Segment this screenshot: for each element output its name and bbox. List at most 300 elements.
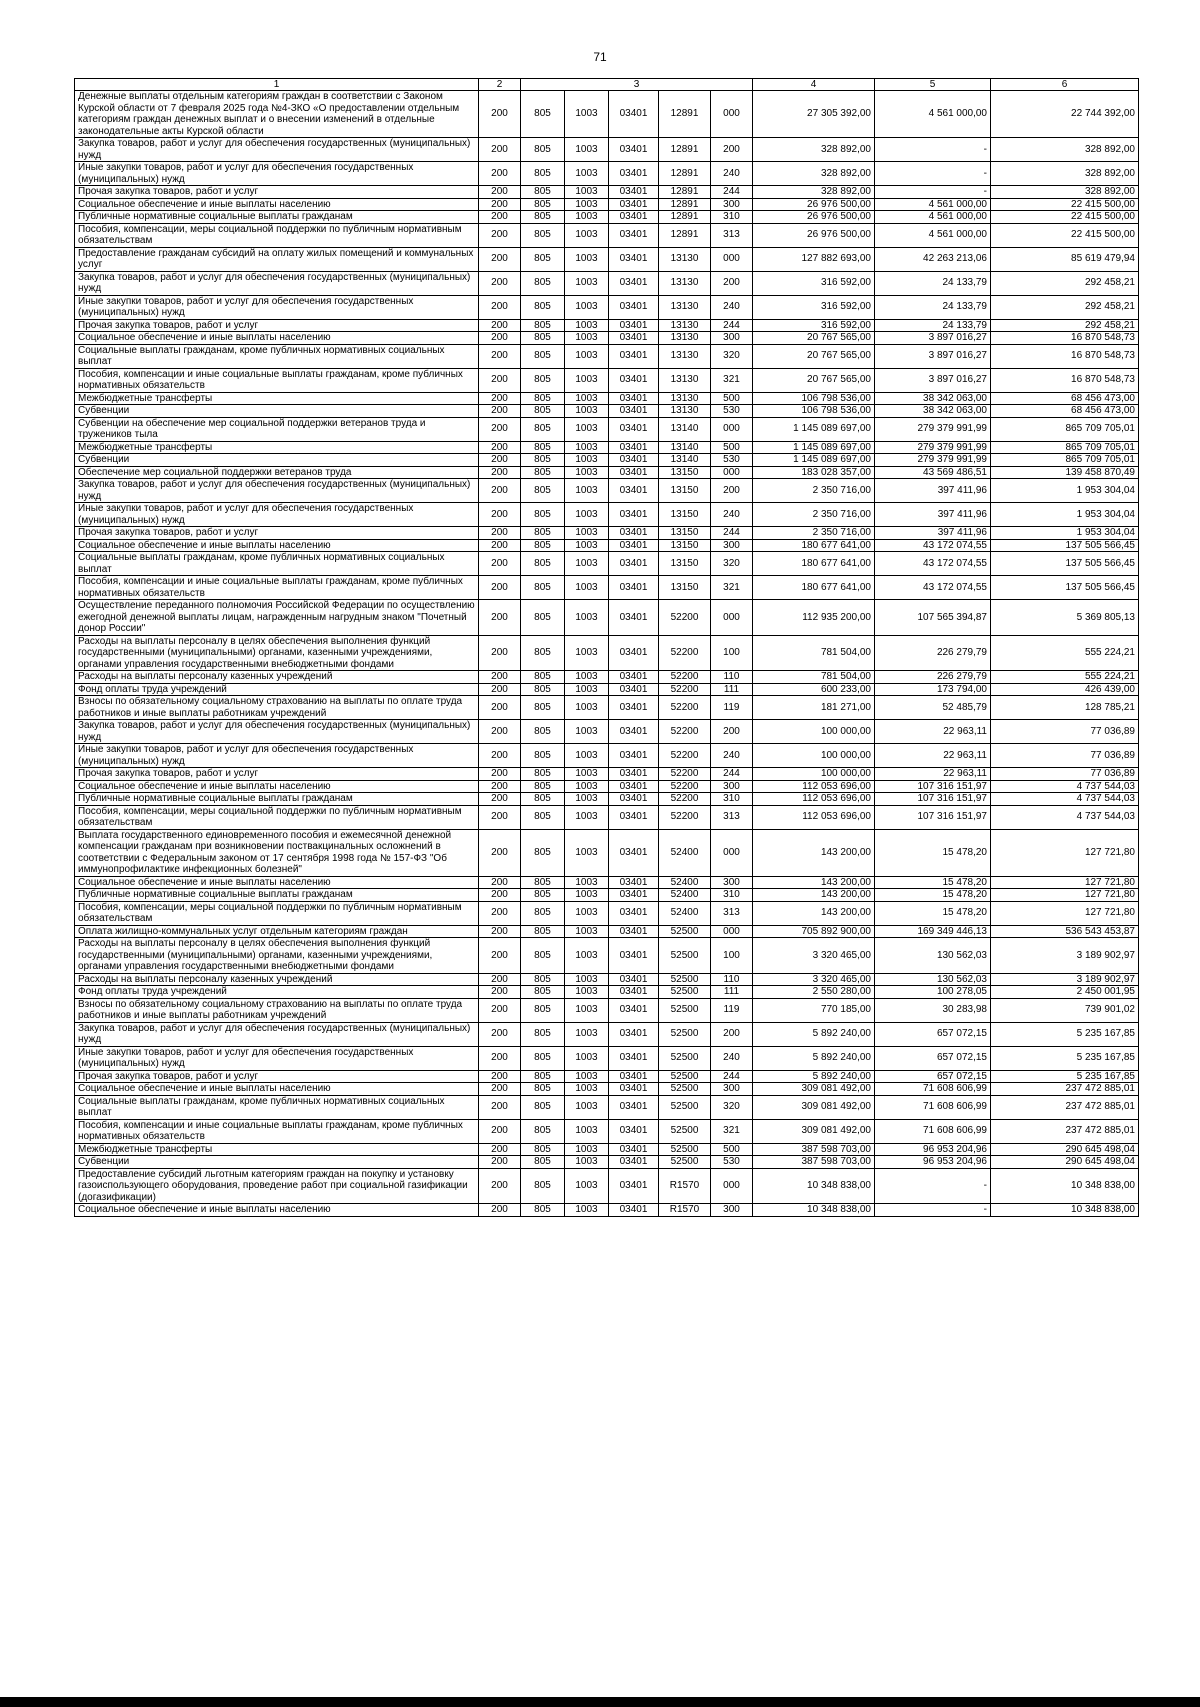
code-program: 03401 — [609, 198, 659, 211]
code-subsection: 1003 — [565, 696, 609, 720]
header-col-3: 3 — [521, 79, 753, 91]
code-section: 805 — [521, 805, 565, 829]
amount-remaining: 237 472 885,01 — [991, 1095, 1139, 1119]
row-name: Денежные выплаты отдельным категориям граждан в соответствии с Законом Курской области от 7 февраля 2025 года №4-ЗКО «О предоставлении отдельным категориям граждан денежных выплат и о внесении изменений в отдельные законодательные акты Курской области — [75, 91, 479, 138]
code-expense-type: 320 — [711, 552, 753, 576]
amount-remaining: 137 505 566,45 — [991, 576, 1139, 600]
code-subsection: 1003 — [565, 503, 609, 527]
code-admin: 200 — [479, 466, 521, 479]
code-direction: 52500 — [659, 1156, 711, 1169]
code-expense-type: 244 — [711, 527, 753, 540]
code-section: 805 — [521, 901, 565, 925]
amount-plan: 2 350 716,00 — [753, 503, 875, 527]
code-direction: 13150 — [659, 503, 711, 527]
code-expense-type: 000 — [711, 247, 753, 271]
amount-executed: - — [875, 162, 991, 186]
amount-executed: 3 897 016,27 — [875, 344, 991, 368]
amount-remaining: 4 737 544,03 — [991, 793, 1139, 806]
code-expense-type: 244 — [711, 186, 753, 199]
amount-remaining: 68 456 473,00 — [991, 392, 1139, 405]
code-section: 805 — [521, 889, 565, 902]
code-expense-type: 244 — [711, 768, 753, 781]
code-direction: 52500 — [659, 1046, 711, 1070]
amount-plan: 10 348 838,00 — [753, 1204, 875, 1217]
amount-executed: 130 562,03 — [875, 973, 991, 986]
code-subsection: 1003 — [565, 720, 609, 744]
amount-plan: 1 145 089 697,00 — [753, 441, 875, 454]
amount-executed: 24 133,79 — [875, 295, 991, 319]
code-direction: 52200 — [659, 744, 711, 768]
code-direction: 52500 — [659, 1143, 711, 1156]
code-admin: 200 — [479, 600, 521, 636]
amount-executed: 52 485,79 — [875, 696, 991, 720]
code-direction: 52500 — [659, 1070, 711, 1083]
row-name: Закупка товаров, работ и услуг для обеспечения государственных (муниципальных) нужд — [75, 1022, 479, 1046]
table-row — [75, 211, 1139, 224]
code-section: 805 — [521, 368, 565, 392]
code-admin: 200 — [479, 635, 521, 671]
code-program: 03401 — [609, 1083, 659, 1096]
code-direction: 13130 — [659, 319, 711, 332]
amount-executed: 3 897 016,27 — [875, 332, 991, 345]
amount-remaining: 1 953 304,04 — [991, 527, 1139, 540]
table-row — [75, 454, 1139, 467]
table-row — [75, 186, 1139, 199]
code-admin: 200 — [479, 1046, 521, 1070]
amount-executed: 226 279,79 — [875, 671, 991, 684]
code-admin: 200 — [479, 186, 521, 199]
code-section: 805 — [521, 295, 565, 319]
amount-plan: 26 976 500,00 — [753, 223, 875, 247]
table-row — [75, 793, 1139, 806]
amount-remaining: 4 737 544,03 — [991, 780, 1139, 793]
code-direction: 52200 — [659, 696, 711, 720]
amount-plan: 100 000,00 — [753, 768, 875, 781]
table-row — [75, 295, 1139, 319]
amount-executed: - — [875, 1204, 991, 1217]
code-expense-type: 321 — [711, 368, 753, 392]
code-subsection: 1003 — [565, 635, 609, 671]
code-program: 03401 — [609, 901, 659, 925]
table-row — [75, 1143, 1139, 1156]
code-admin: 200 — [479, 138, 521, 162]
row-name: Взносы по обязательному социальному страхованию на выплаты по оплате труда работников и иные выплаты работникам учреждений — [75, 696, 479, 720]
code-expense-type: 110 — [711, 973, 753, 986]
code-admin: 200 — [479, 1070, 521, 1083]
code-program: 03401 — [609, 319, 659, 332]
table-row — [75, 938, 1139, 974]
code-admin: 200 — [479, 1095, 521, 1119]
code-section: 805 — [521, 479, 565, 503]
table-row — [75, 1046, 1139, 1070]
table-row — [75, 768, 1139, 781]
code-subsection: 1003 — [565, 162, 609, 186]
code-direction: 52200 — [659, 683, 711, 696]
amount-plan: 180 677 641,00 — [753, 552, 875, 576]
row-name: Выплата государственного единовременного пособия и ежемесячной денежной компенсации гражданам при возникновении поствакцинальных осложнений в соответствии с Федеральным законом от 17 сентября 1998 года № 157-ФЗ "Об иммунопрофилактике инфекционных болезней" — [75, 829, 479, 876]
code-expense-type: 200 — [711, 720, 753, 744]
row-name: Осуществление переданного полномочия Российской Федерации по осуществлению ежегодной денежной выплаты лицам, награжденным нагрудным знаком "Почетный донор России" — [75, 600, 479, 636]
amount-remaining: 5 369 805,13 — [991, 600, 1139, 636]
amount-plan: 387 598 703,00 — [753, 1143, 875, 1156]
code-direction: 13130 — [659, 392, 711, 405]
code-subsection: 1003 — [565, 1046, 609, 1070]
code-direction: 52200 — [659, 780, 711, 793]
code-subsection: 1003 — [565, 392, 609, 405]
code-section: 805 — [521, 552, 565, 576]
row-name: Закупка товаров, работ и услуг для обеспечения государственных (муниципальных) нужд — [75, 720, 479, 744]
code-subsection: 1003 — [565, 1070, 609, 1083]
code-section: 805 — [521, 1119, 565, 1143]
code-subsection: 1003 — [565, 186, 609, 199]
code-admin: 200 — [479, 91, 521, 138]
code-direction: 13140 — [659, 454, 711, 467]
row-name: Предоставление гражданам субсидий на оплату жилых помещений и коммунальных услуг — [75, 247, 479, 271]
code-section: 805 — [521, 1070, 565, 1083]
code-subsection: 1003 — [565, 454, 609, 467]
amount-remaining: 77 036,89 — [991, 744, 1139, 768]
code-admin: 200 — [479, 744, 521, 768]
code-expense-type: 000 — [711, 466, 753, 479]
code-direction: 52500 — [659, 1022, 711, 1046]
code-program: 03401 — [609, 1143, 659, 1156]
code-subsection: 1003 — [565, 1095, 609, 1119]
code-subsection: 1003 — [565, 780, 609, 793]
code-expense-type: 313 — [711, 805, 753, 829]
code-subsection: 1003 — [565, 998, 609, 1022]
code-expense-type: 500 — [711, 392, 753, 405]
amount-remaining: 22 744 392,00 — [991, 91, 1139, 138]
code-expense-type: 119 — [711, 696, 753, 720]
code-admin: 200 — [479, 973, 521, 986]
code-expense-type: 300 — [711, 1204, 753, 1217]
code-section: 805 — [521, 1204, 565, 1217]
amount-remaining: 2 450 001,95 — [991, 986, 1139, 999]
amount-executed: 24 133,79 — [875, 319, 991, 332]
code-program: 03401 — [609, 986, 659, 999]
code-subsection: 1003 — [565, 295, 609, 319]
amount-remaining: 127 721,80 — [991, 901, 1139, 925]
code-admin: 200 — [479, 925, 521, 938]
code-admin: 200 — [479, 552, 521, 576]
code-admin: 200 — [479, 319, 521, 332]
code-section: 805 — [521, 138, 565, 162]
amount-executed: 71 608 606,99 — [875, 1083, 991, 1096]
code-section: 805 — [521, 1095, 565, 1119]
amount-plan: 770 185,00 — [753, 998, 875, 1022]
table-row — [75, 344, 1139, 368]
code-program: 03401 — [609, 138, 659, 162]
code-subsection: 1003 — [565, 138, 609, 162]
row-name: Публичные нормативные социальные выплаты гражданам — [75, 889, 479, 902]
code-program: 03401 — [609, 805, 659, 829]
header-col-4: 4 — [753, 79, 875, 91]
table-row — [75, 247, 1139, 271]
row-name: Прочая закупка товаров, работ и услуг — [75, 527, 479, 540]
code-section: 805 — [521, 744, 565, 768]
amount-remaining: 739 901,02 — [991, 998, 1139, 1022]
code-expense-type: 300 — [711, 198, 753, 211]
table-row — [75, 889, 1139, 902]
row-name: Закупка товаров, работ и услуг для обеспечения государственных (муниципальных) нужд — [75, 138, 479, 162]
code-admin: 200 — [479, 1156, 521, 1169]
code-section: 805 — [521, 466, 565, 479]
code-section: 805 — [521, 768, 565, 781]
amount-plan: 1 145 089 697,00 — [753, 417, 875, 441]
amount-plan: 181 271,00 — [753, 696, 875, 720]
code-program: 03401 — [609, 768, 659, 781]
amount-remaining: 127 721,80 — [991, 876, 1139, 889]
amount-executed: - — [875, 1168, 991, 1204]
amount-plan: 316 592,00 — [753, 319, 875, 332]
table-row — [75, 1083, 1139, 1096]
header-col-1: 1 — [75, 79, 479, 91]
code-admin: 200 — [479, 454, 521, 467]
amount-executed: 397 411,96 — [875, 503, 991, 527]
code-admin: 200 — [479, 271, 521, 295]
amount-plan: 143 200,00 — [753, 829, 875, 876]
code-program: 03401 — [609, 1046, 659, 1070]
code-program: 03401 — [609, 925, 659, 938]
code-direction: 52200 — [659, 768, 711, 781]
code-program: 03401 — [609, 344, 659, 368]
code-program: 03401 — [609, 635, 659, 671]
code-direction: 52500 — [659, 998, 711, 1022]
code-section: 805 — [521, 671, 565, 684]
code-subsection: 1003 — [565, 332, 609, 345]
row-name: Социальное обеспечение и иные выплаты населению — [75, 780, 479, 793]
amount-plan: 600 233,00 — [753, 683, 875, 696]
table-row — [75, 405, 1139, 418]
row-name: Обеспечение мер социальной поддержки ветеранов труда — [75, 466, 479, 479]
code-expense-type: 321 — [711, 576, 753, 600]
code-subsection: 1003 — [565, 768, 609, 781]
amount-plan: 112 053 696,00 — [753, 780, 875, 793]
code-direction: 52400 — [659, 901, 711, 925]
table-row — [75, 91, 1139, 138]
amount-plan: 705 892 900,00 — [753, 925, 875, 938]
code-admin: 200 — [479, 1143, 521, 1156]
code-expense-type: 200 — [711, 271, 753, 295]
table-row — [75, 998, 1139, 1022]
row-name: Межбюджетные трансферты — [75, 441, 479, 454]
code-program: 03401 — [609, 466, 659, 479]
amount-executed: 4 561 000,00 — [875, 198, 991, 211]
code-expense-type: 000 — [711, 1168, 753, 1204]
code-subsection: 1003 — [565, 527, 609, 540]
code-admin: 200 — [479, 405, 521, 418]
code-subsection: 1003 — [565, 925, 609, 938]
amount-remaining: 536 543 453,87 — [991, 925, 1139, 938]
amount-remaining: 290 645 498,04 — [991, 1156, 1139, 1169]
code-admin: 200 — [479, 332, 521, 345]
code-expense-type: 500 — [711, 441, 753, 454]
header-col-5: 5 — [875, 79, 991, 91]
amount-remaining: 426 439,00 — [991, 683, 1139, 696]
amount-remaining: 22 415 500,00 — [991, 211, 1139, 224]
code-admin: 200 — [479, 295, 521, 319]
code-section: 805 — [521, 973, 565, 986]
table-row — [75, 1095, 1139, 1119]
table-row — [75, 805, 1139, 829]
code-direction: 13130 — [659, 332, 711, 345]
amount-remaining: 137 505 566,45 — [991, 552, 1139, 576]
amount-plan: 3 320 465,00 — [753, 938, 875, 974]
code-program: 03401 — [609, 671, 659, 684]
code-program: 03401 — [609, 1168, 659, 1204]
code-admin: 200 — [479, 198, 521, 211]
code-program: 03401 — [609, 780, 659, 793]
table-row — [75, 1204, 1139, 1217]
amount-executed: 279 379 991,99 — [875, 454, 991, 467]
amount-plan: 2 350 716,00 — [753, 527, 875, 540]
row-name: Расходы на выплаты персоналу в целях обеспечения выполнения функций государственными (муниципальными) органами, казенными учреждениями, органами управления государственными внебюджетными фондами — [75, 635, 479, 671]
amount-remaining: 1 953 304,04 — [991, 479, 1139, 503]
code-expense-type: 240 — [711, 295, 753, 319]
amount-remaining: 128 785,21 — [991, 696, 1139, 720]
code-section: 805 — [521, 683, 565, 696]
code-admin: 200 — [479, 503, 521, 527]
code-admin: 200 — [479, 901, 521, 925]
row-name: Прочая закупка товаров, работ и услуг — [75, 186, 479, 199]
code-section: 805 — [521, 344, 565, 368]
amount-plan: 309 081 492,00 — [753, 1083, 875, 1096]
code-program: 03401 — [609, 720, 659, 744]
header-col-6: 6 — [991, 79, 1139, 91]
code-section: 805 — [521, 91, 565, 138]
code-section: 805 — [521, 417, 565, 441]
code-direction: 12891 — [659, 138, 711, 162]
code-expense-type: 530 — [711, 405, 753, 418]
code-program: 03401 — [609, 417, 659, 441]
code-subsection: 1003 — [565, 441, 609, 454]
table-row — [75, 1156, 1139, 1169]
row-name: Закупка товаров, работ и услуг для обеспечения государственных (муниципальных) нужд — [75, 271, 479, 295]
code-admin: 200 — [479, 527, 521, 540]
amount-plan: 112 935 200,00 — [753, 600, 875, 636]
amount-remaining: 292 458,21 — [991, 295, 1139, 319]
row-name: Расходы на выплаты персоналу казенных учреждений — [75, 671, 479, 684]
table-row — [75, 635, 1139, 671]
code-subsection: 1003 — [565, 889, 609, 902]
amount-executed: 22 963,11 — [875, 744, 991, 768]
amount-plan: 309 081 492,00 — [753, 1095, 875, 1119]
code-expense-type: 111 — [711, 986, 753, 999]
code-subsection: 1003 — [565, 805, 609, 829]
amount-remaining: 290 645 498,04 — [991, 1143, 1139, 1156]
code-expense-type: 000 — [711, 925, 753, 938]
amount-remaining: 292 458,21 — [991, 271, 1139, 295]
code-program: 03401 — [609, 1070, 659, 1083]
amount-plan: 27 305 392,00 — [753, 91, 875, 138]
table-row — [75, 1168, 1139, 1204]
table-row — [75, 479, 1139, 503]
code-expense-type: 119 — [711, 998, 753, 1022]
amount-plan: 5 892 240,00 — [753, 1046, 875, 1070]
code-expense-type: 200 — [711, 1022, 753, 1046]
table-row — [75, 829, 1139, 876]
code-expense-type: 300 — [711, 876, 753, 889]
row-name: Пособия, компенсации, меры социальной поддержки по публичным нормативным обязательствам — [75, 805, 479, 829]
code-subsection: 1003 — [565, 247, 609, 271]
budget-table — [74, 78, 1139, 1217]
code-direction: 12891 — [659, 223, 711, 247]
code-program: 03401 — [609, 405, 659, 418]
code-program: 03401 — [609, 271, 659, 295]
code-expense-type: 310 — [711, 211, 753, 224]
amount-plan: 328 892,00 — [753, 162, 875, 186]
amount-executed: 397 411,96 — [875, 527, 991, 540]
code-direction: 13150 — [659, 539, 711, 552]
amount-plan: 781 504,00 — [753, 635, 875, 671]
table-row — [75, 973, 1139, 986]
code-direction: 13130 — [659, 405, 711, 418]
amount-plan: 309 081 492,00 — [753, 1119, 875, 1143]
amount-plan: 2 350 716,00 — [753, 479, 875, 503]
code-subsection: 1003 — [565, 1143, 609, 1156]
code-subsection: 1003 — [565, 876, 609, 889]
code-program: 03401 — [609, 539, 659, 552]
code-section: 805 — [521, 527, 565, 540]
amount-plan: 112 053 696,00 — [753, 793, 875, 806]
code-admin: 200 — [479, 1083, 521, 1096]
amount-remaining: 127 721,80 — [991, 889, 1139, 902]
code-subsection: 1003 — [565, 901, 609, 925]
code-admin: 200 — [479, 1022, 521, 1046]
amount-plan: 10 348 838,00 — [753, 1168, 875, 1204]
code-program: 03401 — [609, 441, 659, 454]
code-program: 03401 — [609, 1095, 659, 1119]
row-name: Субвенции — [75, 405, 479, 418]
amount-remaining: 16 870 548,73 — [991, 344, 1139, 368]
amount-remaining: 555 224,21 — [991, 635, 1139, 671]
amount-plan: 100 000,00 — [753, 720, 875, 744]
row-name: Пособия, компенсации и иные социальные выплаты гражданам, кроме публичных нормативных обязательств — [75, 1119, 479, 1143]
amount-executed: 4 561 000,00 — [875, 223, 991, 247]
code-subsection: 1003 — [565, 479, 609, 503]
amount-remaining: 328 892,00 — [991, 162, 1139, 186]
code-direction: 52500 — [659, 1119, 711, 1143]
code-program: 03401 — [609, 600, 659, 636]
amount-plan: 100 000,00 — [753, 744, 875, 768]
row-name: Публичные нормативные социальные выплаты гражданам — [75, 793, 479, 806]
code-section: 805 — [521, 780, 565, 793]
row-name: Социальное обеспечение и иные выплаты населению — [75, 1083, 479, 1096]
table-row — [75, 744, 1139, 768]
code-admin: 200 — [479, 938, 521, 974]
page-number: 71 — [593, 50, 607, 64]
code-expense-type: 300 — [711, 780, 753, 793]
code-subsection: 1003 — [565, 198, 609, 211]
amount-remaining: 68 456 473,00 — [991, 405, 1139, 418]
amount-remaining: 4 737 544,03 — [991, 805, 1139, 829]
amount-plan: 180 677 641,00 — [753, 576, 875, 600]
code-program: 03401 — [609, 247, 659, 271]
code-subsection: 1003 — [565, 1156, 609, 1169]
amount-plan: 112 053 696,00 — [753, 805, 875, 829]
table-row — [75, 986, 1139, 999]
code-subsection: 1003 — [565, 211, 609, 224]
amount-plan: 180 677 641,00 — [753, 539, 875, 552]
code-expense-type: 100 — [711, 938, 753, 974]
amount-remaining: 328 892,00 — [991, 138, 1139, 162]
code-admin: 200 — [479, 1119, 521, 1143]
amount-executed: 169 349 446,13 — [875, 925, 991, 938]
amount-executed: 279 379 991,99 — [875, 417, 991, 441]
amount-remaining: 865 709 705,01 — [991, 454, 1139, 467]
table-row — [75, 683, 1139, 696]
amount-executed: 43 172 074,55 — [875, 576, 991, 600]
